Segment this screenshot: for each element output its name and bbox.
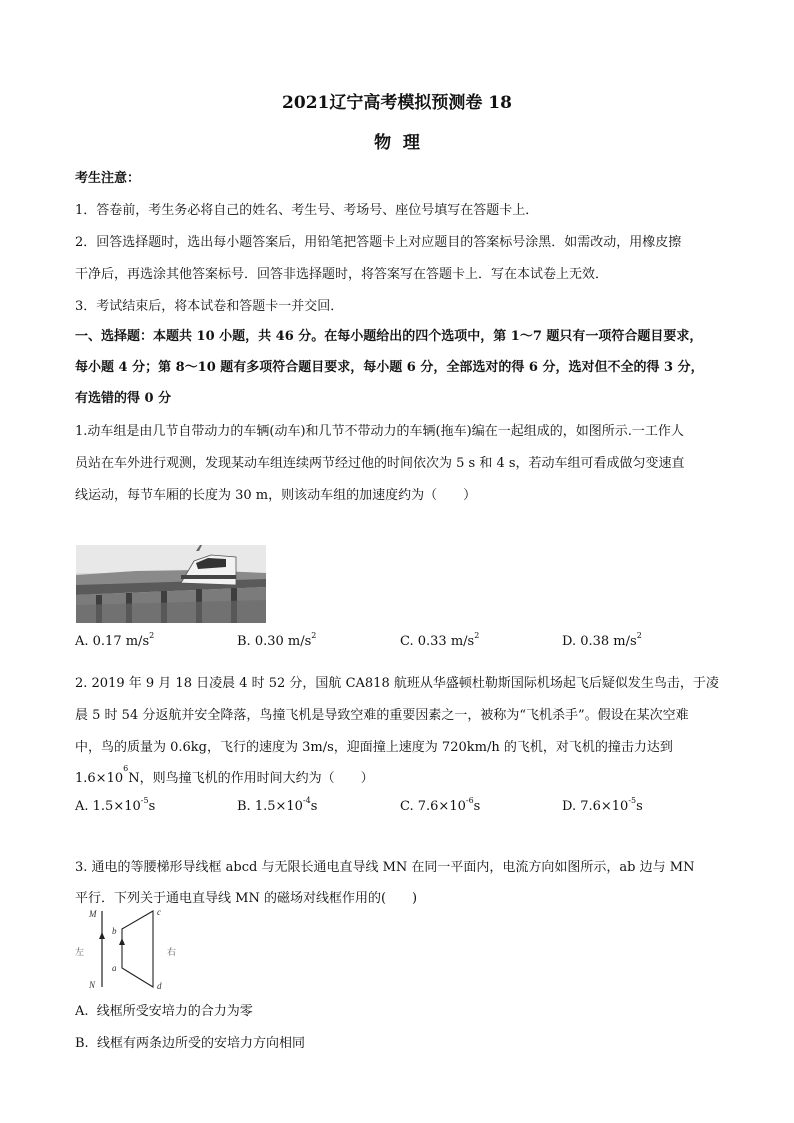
q2-option-c[interactable]: C. $7.6\times 10^{-6}s$ <box>400 796 481 814</box>
section-heading: 一、选择题：本题共 10 小题，共 46 分。在每小题给出的四个选项中，第 1～7 题只有一项符合题目要求， <box>75 329 703 344</box>
q2-option-a[interactable]: A. $1.5\times 10^{-5}s$ <box>75 796 156 814</box>
q2-option-d[interactable]: D. $7.6\times 10^{-5}s$ <box>562 796 643 814</box>
notice-item: 2．回答选择题时，选出每小题答案后，用铅笔把答题卡上对应题目的答案标号涂黑．如需改动，用橡皮擦 <box>75 235 682 250</box>
current-arrow-ab <box>119 938 125 945</box>
q2-stem: $1.6\times 10^6N$，则鸟撞飞机的作用时间大约为（ ） <box>75 764 374 786</box>
q1-stem: 员站在车外进行观测，发现某动车组连续两节经过他的时间依次为 5 s 和 4 s，若动车组可看成做匀变速直 <box>75 456 685 471</box>
q3-stem: 平行．下列关于通电直导线 MN 的磁场对线框作用的( ) <box>75 891 418 906</box>
maglev-train-photo <box>76 545 266 623</box>
q2-stem: 2. 2019 年 9 月 18 日凌晨 4 时 52 分，国航 CA818 航班从华盛顿杜勒斯国际机场起飞后疑似发生鸟击，于凌 <box>75 676 719 691</box>
label-right: 右 <box>167 948 177 958</box>
trapezoid-wire-diagram <box>75 905 195 995</box>
q3-stem: 3. 通电的等腰梯形导线框 abcd 与无限长通电直导线 MN 在同一平面内，电流方向如图所示，ab 边与 MN <box>75 860 695 875</box>
label-n: N <box>89 980 96 990</box>
q1-option-a[interactable]: A. 0.17 $m/s^2$ <box>75 631 155 649</box>
notice-item: 干净后，再选涂其他答案标号．回答非选择题时，将答案写在答题卡上．写在本试卷上无效． <box>75 267 609 282</box>
label-d: d <box>157 981 162 991</box>
notice-heading: 考生注意： <box>75 171 141 186</box>
section-heading: 每小题 4 分；第 8～10 题有多项符合题目要求，每小题 6 分，全部选对的得 6 分，选对但不全的得 3 分， <box>75 360 704 375</box>
current-arrow-mn <box>99 932 105 939</box>
q3-option-a[interactable]: A. 线框所受安培力的合力为零 <box>75 1004 253 1019</box>
label-m: M <box>89 909 97 919</box>
q1-option-c[interactable]: C. 0.33 $m/s^2$ <box>400 631 480 649</box>
label-b: b <box>112 926 117 936</box>
q2-stem: 晨 5 时 54 分返航并安全降落，鸟撞飞机是导致空难的重要因素之一，被称为“飞机杀手”。假设在某次空难 <box>75 708 689 723</box>
section-heading: 有选错的得 0 分 <box>75 391 172 406</box>
q1-option-d[interactable]: D. 0.38 $m/s^2$ <box>562 631 642 649</box>
exam-title: 2021辽宁高考模拟预测卷 18 <box>282 93 512 113</box>
q1-option-b[interactable]: B. 0.30 $m/s^2$ <box>237 631 317 649</box>
label-a: a <box>112 963 117 973</box>
q1-stem: 线运动，每节车厢的长度为 30 m，则该动车组的加速度约为（ ） <box>75 488 477 503</box>
notice-item: 3．考试结束后，将本试卷和答题卡一并交回． <box>75 299 344 314</box>
label-c: c <box>157 907 161 917</box>
q2-stem: 中，鸟的质量为 0.6kg，飞行的速度为 3m/s，迎面撞上速度为 720km/h 的飞机，对飞机的撞击力达到 <box>75 740 673 755</box>
q3-option-b[interactable]: B. 线框有两条边所受的安培力方向相同 <box>75 1036 305 1051</box>
subject-title: 物 理 <box>374 133 420 153</box>
trapezoid-frame <box>122 911 153 987</box>
q1-stem: 1.动车组是由几节自带动力的车辆(动车)和几节不带动力的车辆(拖车)编在一起组成的，如图所示.一工作人 <box>75 424 684 439</box>
label-left: 左 <box>75 948 85 958</box>
notice-item: 1．答卷前，考生务必将自己的姓名、考生号、考场号、座位号填写在答题卡上． <box>75 203 539 218</box>
q2-option-b[interactable]: B. $1.5\times 10^{-4}s$ <box>237 796 318 814</box>
